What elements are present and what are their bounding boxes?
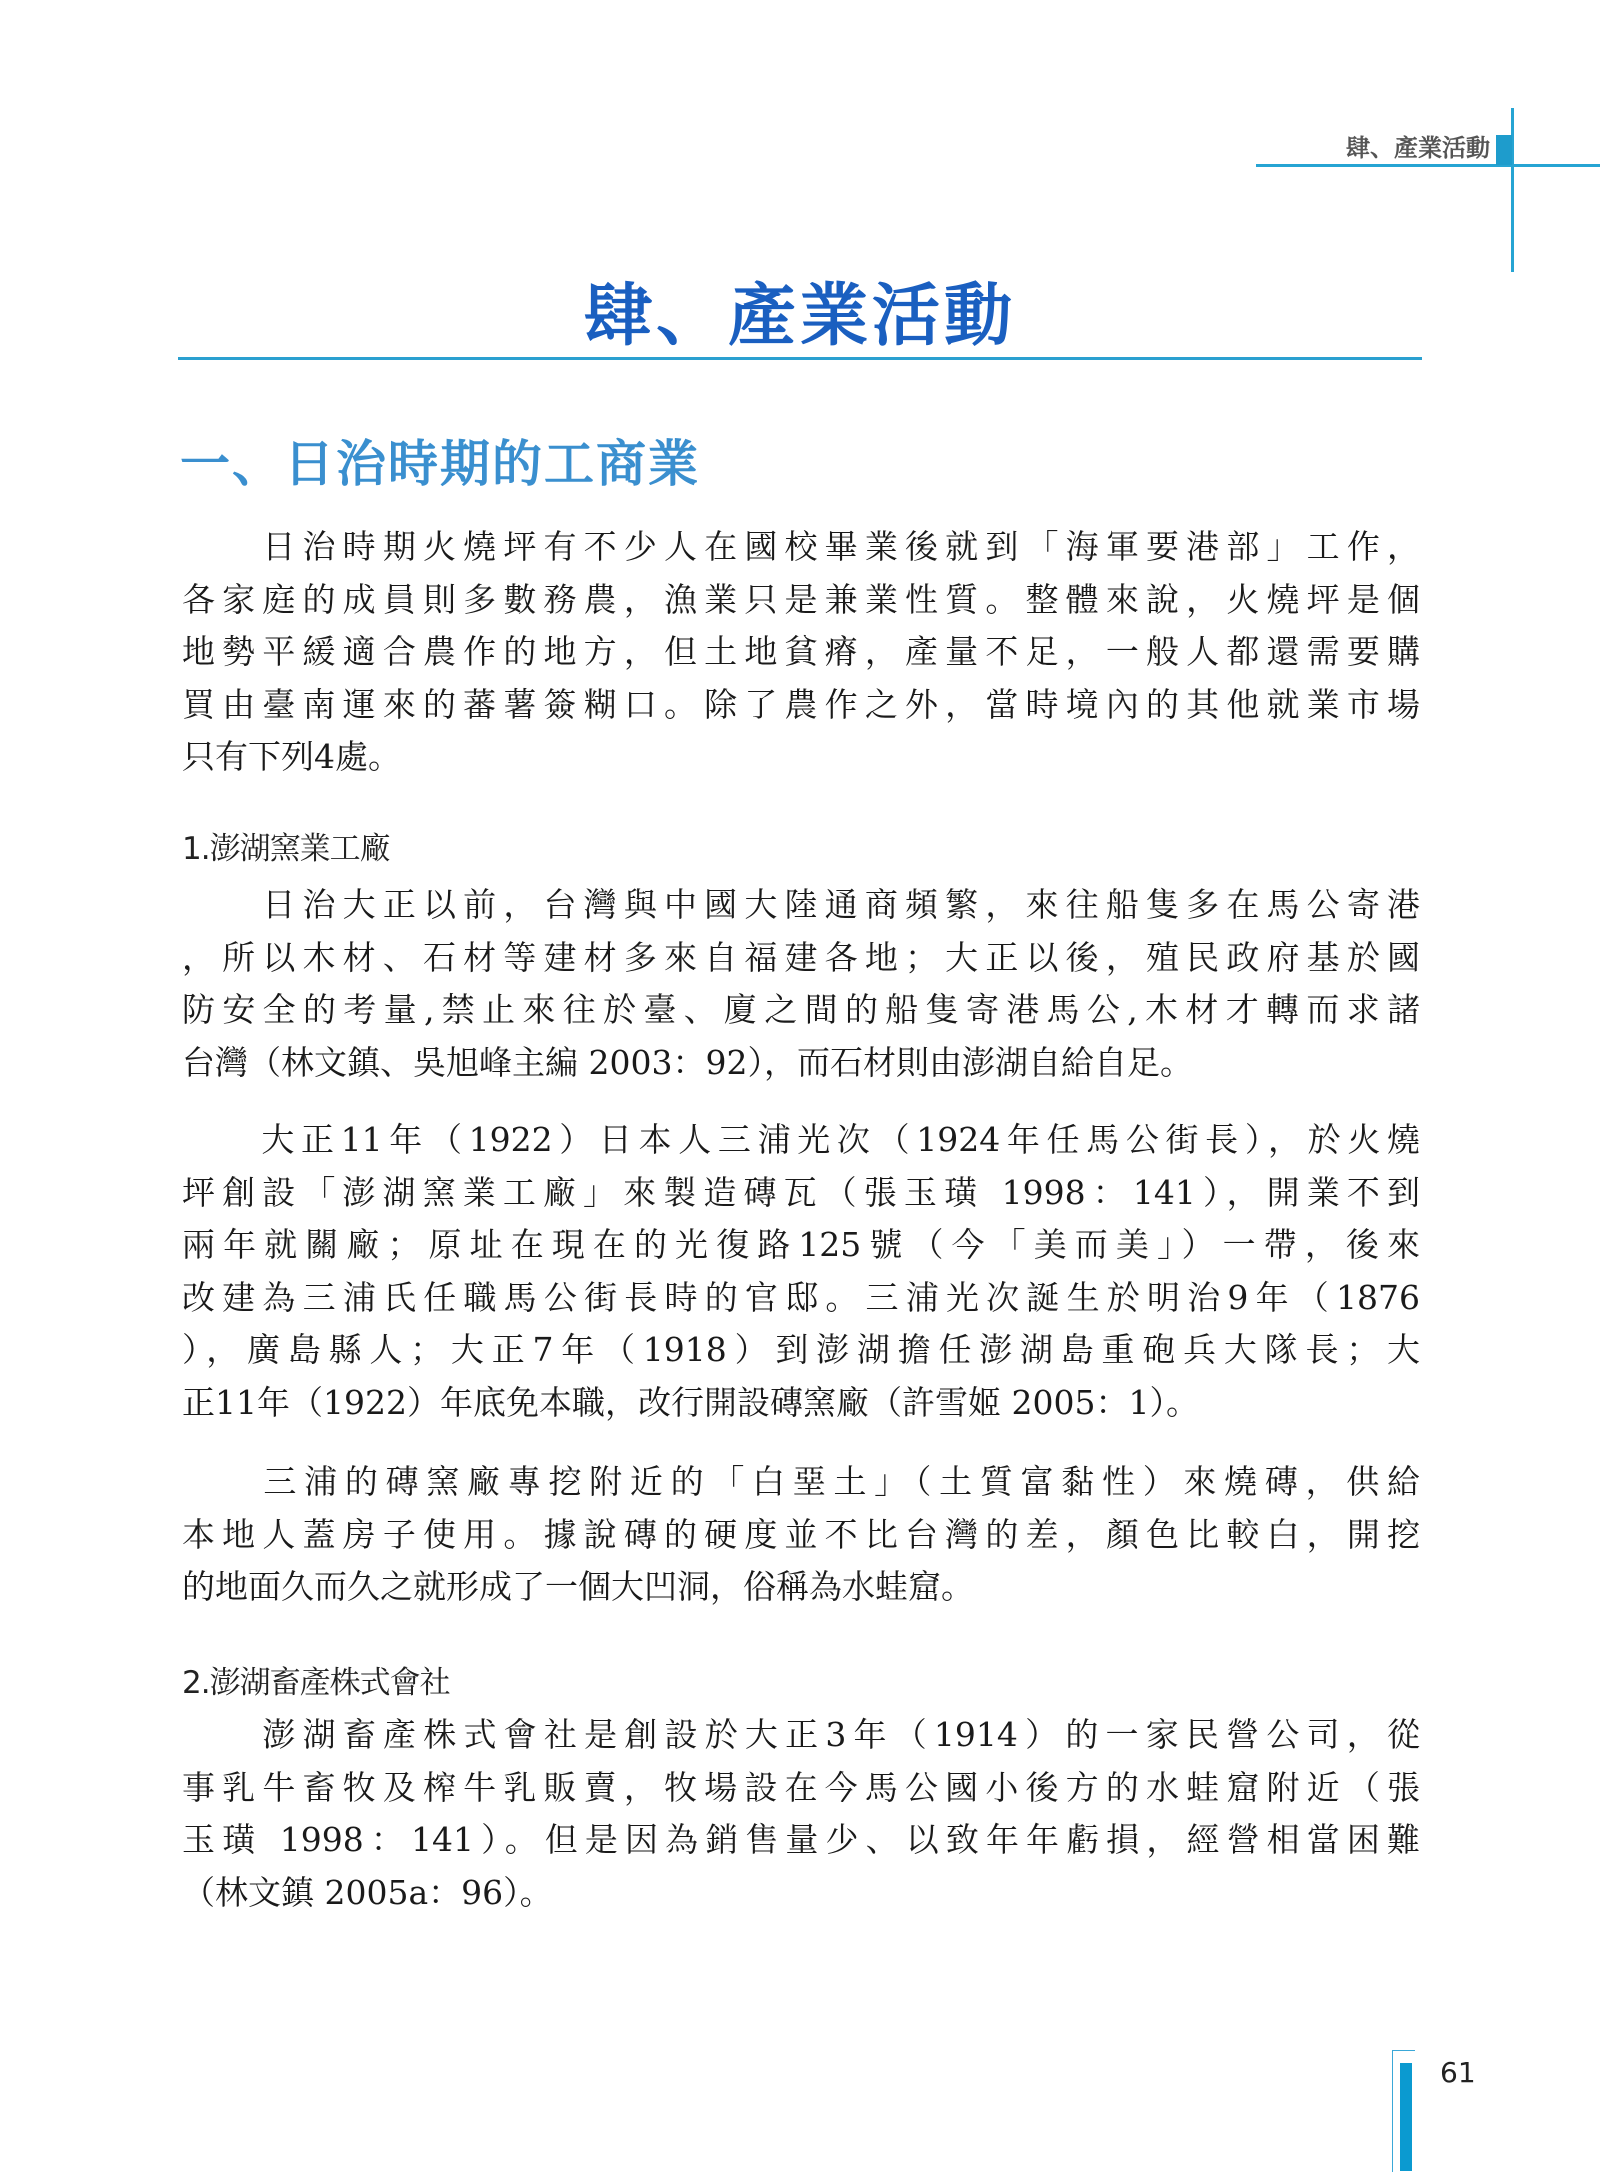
text-line: ，所以木材、石材等建材多來自福建各地；大正以後，殖民政府基於國 — [182, 937, 1420, 977]
text-line: 日治大正以前，台灣與中國大陸通商頻繁，來往船隻多在馬公寄港 — [182, 885, 1420, 924]
text-line: 只有下列4處。 — [182, 737, 401, 777]
text-line: 澎湖畜產株式會社是創設於大正3年（1914）的一家民營公司，從 — [182, 1715, 1420, 1754]
paragraph-3 — [182, 1456, 1420, 1614]
header-rule — [1256, 164, 1600, 167]
page-number: 61 — [1440, 2056, 1476, 2089]
text-line: （林文鎮 2005a：96）。 — [182, 1872, 553, 1912]
paragraph-4 — [182, 1709, 1420, 1919]
text-line: 各家庭的成員則多數務農，漁業只是兼業性質。整體來說，火燒坪是個 — [182, 579, 1420, 619]
paragraph-2 — [182, 1114, 1420, 1430]
paragraph-intro — [182, 521, 1420, 784]
text-line: 台灣（林文鎮、吳旭峰主編 2003：92），而石材則由澎湖自給自足。 — [182, 1042, 1193, 1082]
text-line: 改建為三浦氏任職馬公街長時的官邸。三浦光次誕生於明治9年（1876 — [182, 1277, 1420, 1317]
text-line: 買由臺南運來的蕃薯簽糊口。除了農作之外，當時境內的其他就業市場 — [182, 684, 1420, 724]
text-line: 本地人蓋房子使用。據說磚的硬度並不比台灣的差，顏色比較白，開挖 — [182, 1514, 1420, 1554]
text-line: 正11年（1922）年底免本職，改行開設磚窯廠（許雪姬 2005：1）。 — [182, 1382, 1199, 1422]
text-line: 事乳牛畜牧及榨牛乳販賣，牧場設在今馬公國小後方的水蛙窟附近（張 — [182, 1767, 1420, 1807]
text-line: 坪創設「澎湖窯業工廠」來製造磚瓦（張玉璜 1998：141），開業不到 — [182, 1172, 1420, 1212]
text-line: 防安全的考量,禁止來往於臺、廈之間的船隻寄港馬公,木材才轉而求諸 — [182, 990, 1420, 1030]
running-header: 肆、產業活動 — [1346, 133, 1490, 162]
text-line: 地勢平緩適合農作的地方，但土地貧瘠，產量不足，一般人都還需要購 — [182, 632, 1420, 672]
page-number-bar — [1400, 2063, 1412, 2171]
text-line: 玉璜 1998：141）。但是因為銷售量少、以致年年虧損，經營相當困難 — [182, 1820, 1420, 1860]
text-line: 的地面久而久之就形成了一個大凹洞，俗稱為水蛙窟。 — [182, 1567, 974, 1607]
subheading-livestock-company: 2.澎湖畜產株式會社 — [182, 1665, 450, 1701]
text-line: 大正11年（1922）日本人三浦光次（1924年任馬公街長），於火燒 — [182, 1120, 1420, 1159]
chapter-title: 肆、產業活動 — [583, 276, 1016, 356]
title-rule — [178, 357, 1422, 360]
subheading-kiln-factory: 1.澎湖窯業工廠 — [182, 831, 390, 867]
text-line: 三浦的磚窯廠專挖附近的「白堊土」（土質富黏性）來燒磚，供給 — [182, 1462, 1420, 1501]
header-crop-mark — [1511, 108, 1514, 272]
section-heading: 一、日治時期的工商業 — [180, 434, 700, 493]
text-line: 日治時期火燒坪有不少人在國校畢業後就到「海軍要港部」工作， — [182, 527, 1420, 566]
paragraph-1 — [182, 879, 1420, 1089]
text-line: ），廣島縣人；大正7年（1918）到澎湖擔任澎湖島重砲兵大隊長；大 — [182, 1330, 1420, 1370]
header-marker-block — [1496, 135, 1512, 165]
text-line: 兩年就關廠；原址在現在的光復路125號（今「美而美」）一帶，後來 — [182, 1225, 1420, 1265]
